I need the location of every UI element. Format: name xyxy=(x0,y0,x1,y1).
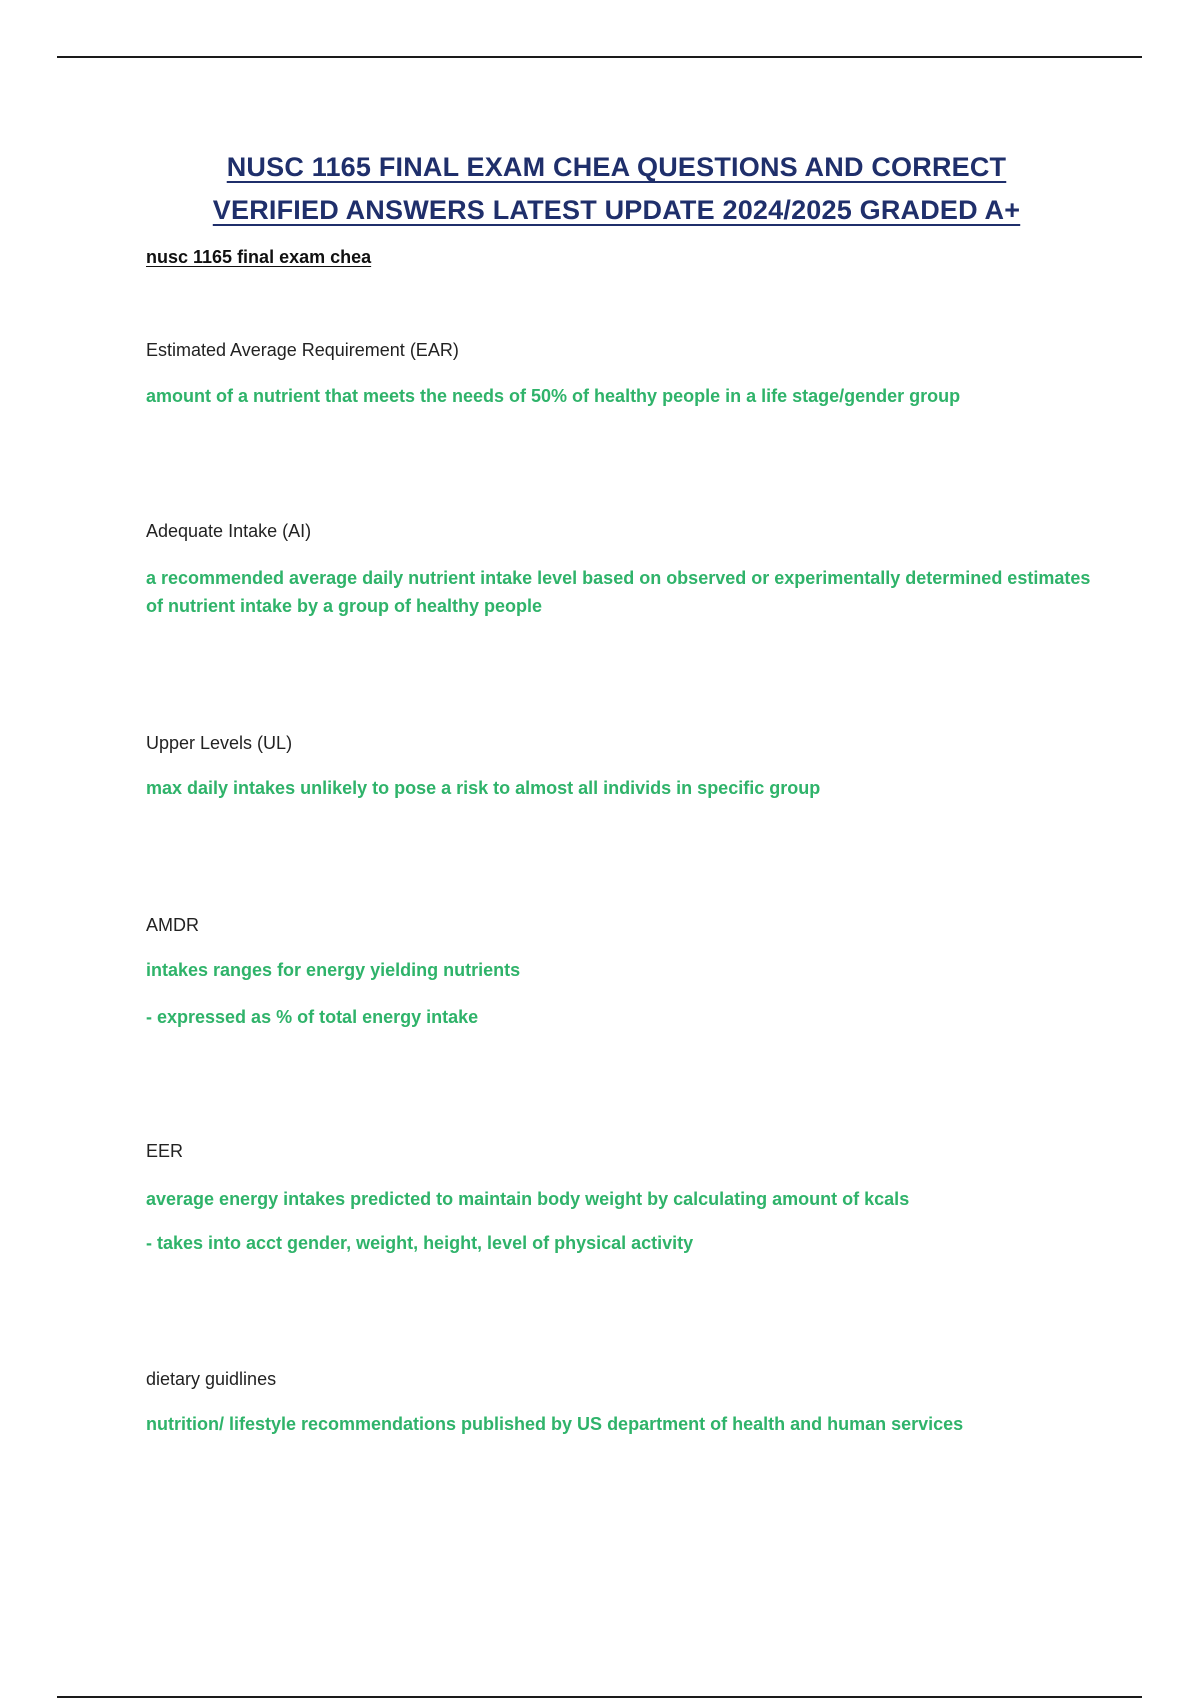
definition-eer-line-1: average energy intakes predicted to maintain body weight by calculating amount of kcals xyxy=(146,1189,910,1209)
document-subtitle: nusc 1165 final exam chea xyxy=(146,247,372,267)
term-dietary-guidelines: dietary guidlines xyxy=(146,1369,277,1389)
definition-amdr-line-1: intakes ranges for energy yielding nutrients xyxy=(146,960,521,980)
definition-amdr-line-2: - expressed as % of total energy intake xyxy=(146,1007,479,1027)
definition-ul: max daily intakes unlikely to pose a risk to almost all individs in specific group xyxy=(146,778,821,798)
term-ai: Adequate Intake (AI) xyxy=(146,521,312,541)
definition-ear: amount of a nutrient that meets the needs of 50% of healthy people in a life stage/gender group xyxy=(146,386,961,406)
definition-eer-line-2: - takes into acct gender, weight, height, level of physical activity xyxy=(146,1233,694,1253)
term-eer: EER xyxy=(146,1141,184,1161)
title-line-2: VERIFIED ANSWERS LATEST UPDATE 2024/2025 GRADED A+ xyxy=(212,195,1021,225)
definition-dietary-guidelines: nutrition/ lifestyle recommendations published by US department of health and human services xyxy=(146,1414,964,1434)
definition-ai: a recommended average daily nutrient intake level based on observed or experimentally determined estimates of nutrient intake by a group of healthy people xyxy=(146,568,1091,616)
top-divider xyxy=(57,56,1142,58)
title-line-1: NUSC 1165 FINAL EXAM CHEA QUESTIONS AND CORRECT xyxy=(226,152,1007,182)
bottom-divider xyxy=(57,1696,1142,1698)
term-ul: Upper Levels (UL) xyxy=(146,733,293,753)
term-ear: Estimated Average Requirement (EAR) xyxy=(146,340,459,360)
document-title xyxy=(0,146,1200,232)
term-amdr: AMDR xyxy=(146,915,199,935)
